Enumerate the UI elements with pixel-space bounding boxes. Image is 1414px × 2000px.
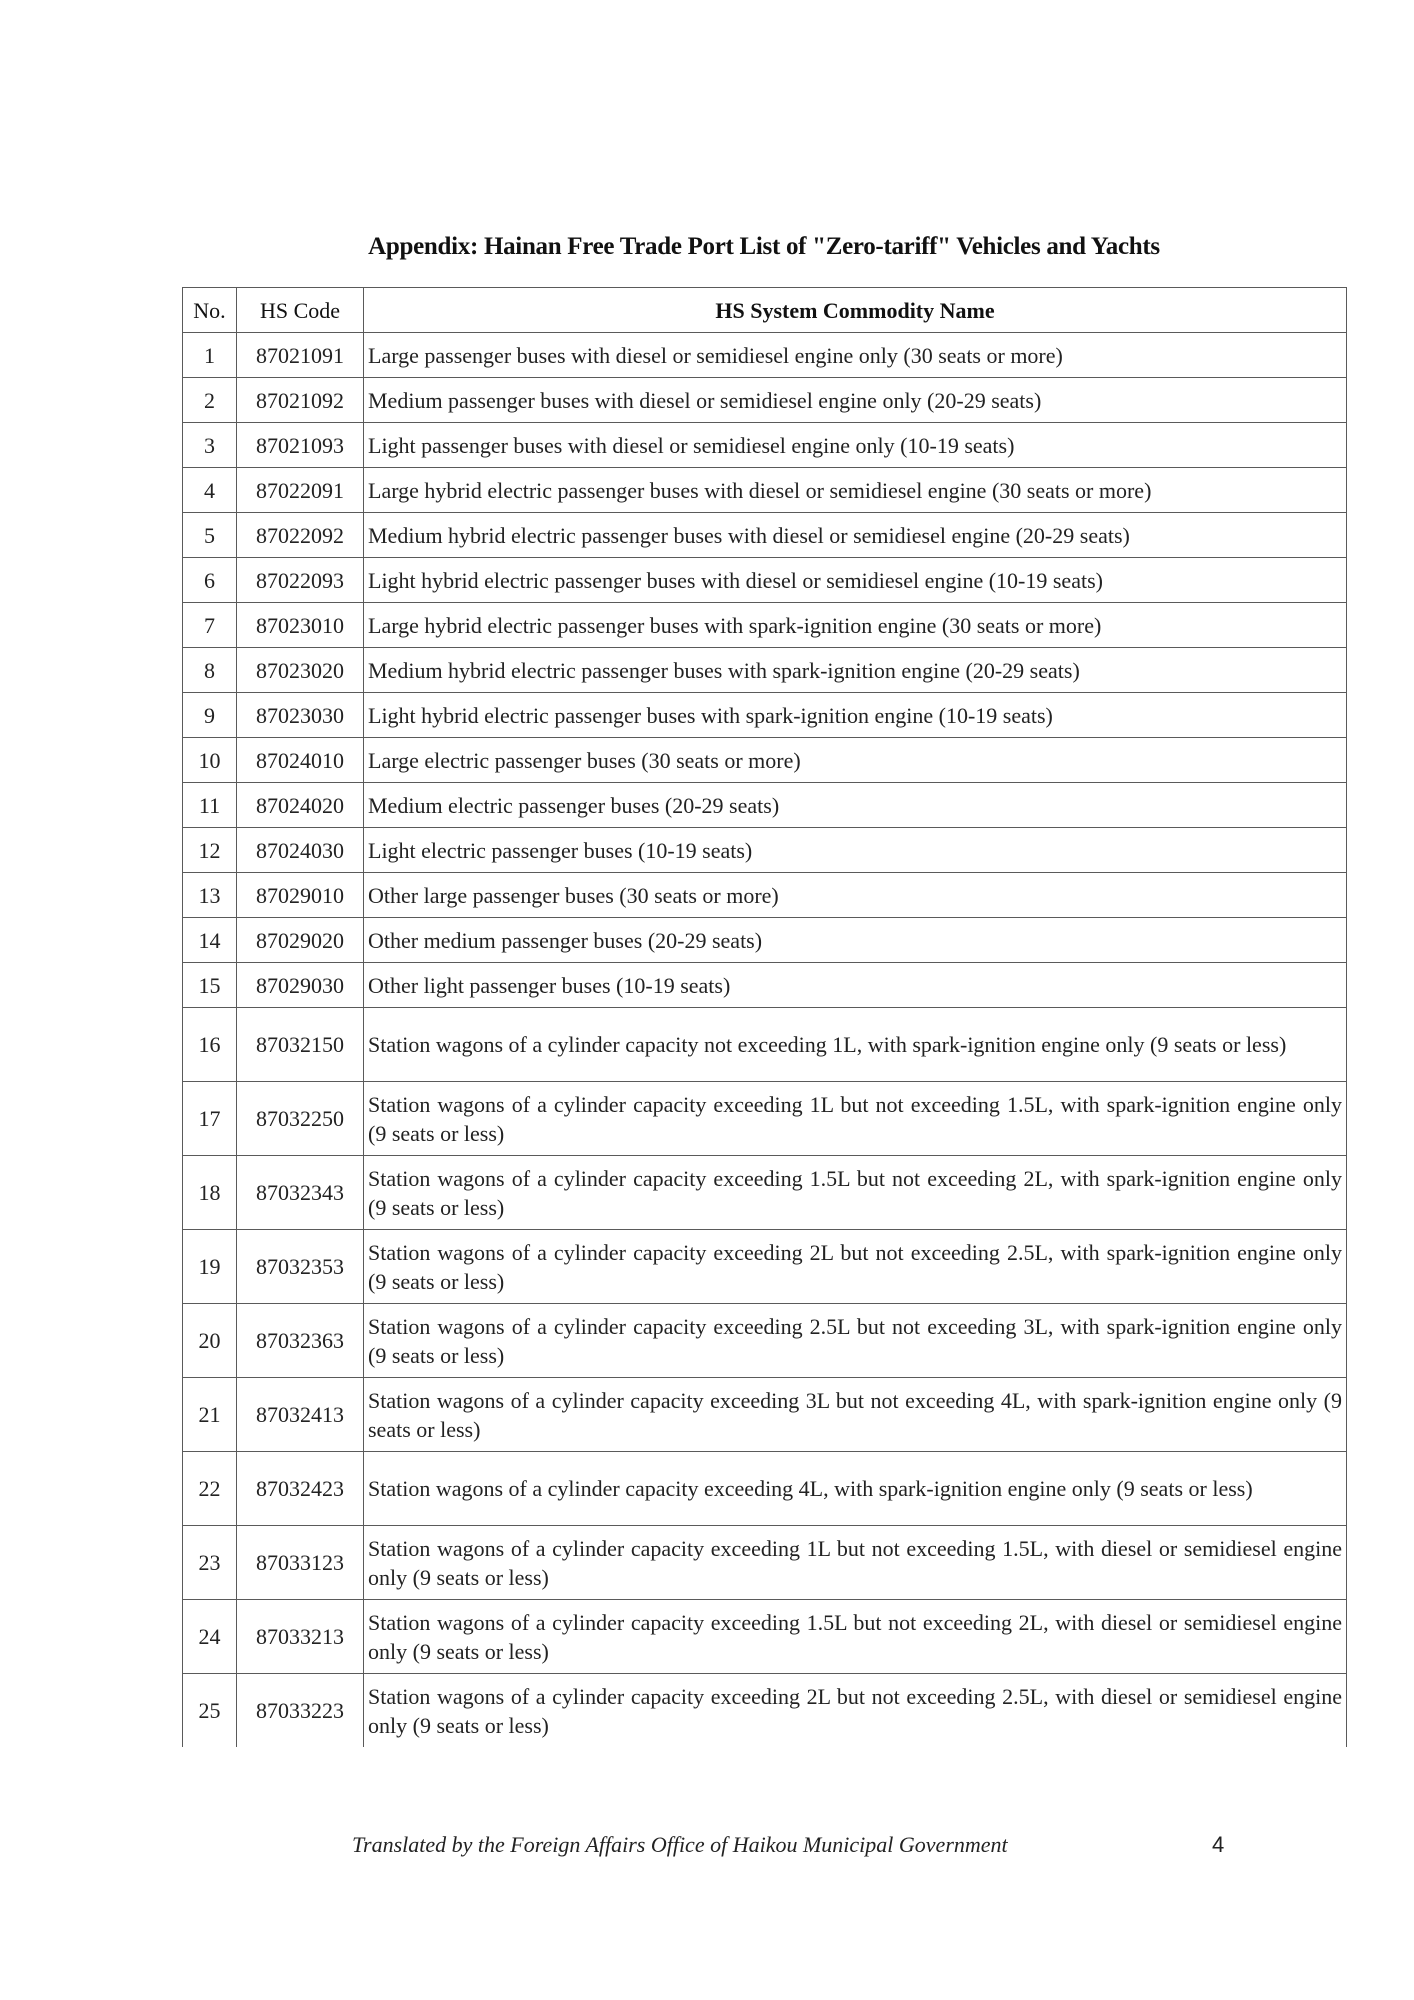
cell-hs-code: 87022092 — [237, 513, 364, 558]
table-row — [183, 333, 1347, 378]
cell-commodity-name: Station wagons of a cylinder capacity exceeding 1L but not exceeding 1.5L, with diesel or semidiesel engine only (9 seats or less) — [364, 1526, 1347, 1600]
cell-hs-code: 87021091 — [237, 333, 364, 378]
cell-hs-code: 87021093 — [237, 423, 364, 468]
cell-commodity-name: Other medium passenger buses (20-29 seats) — [364, 918, 1347, 963]
cell-commodity-name: Medium electric passenger buses (20-29 seats) — [364, 783, 1347, 828]
cell-hs-code: 87032413 — [237, 1378, 364, 1452]
cell-no: 13 — [183, 873, 237, 918]
cell-no: 24 — [183, 1600, 237, 1674]
cell-commodity-name: Medium hybrid electric passenger buses with spark-ignition engine (20-29 seats) — [364, 648, 1347, 693]
table-row — [183, 1600, 1347, 1674]
cell-hs-code: 87029030 — [237, 963, 364, 1008]
table-body — [183, 333, 1347, 1748]
cell-hs-code: 87032363 — [237, 1304, 364, 1378]
cell-no: 10 — [183, 738, 237, 783]
table-row — [183, 963, 1347, 1008]
cell-no: 8 — [183, 648, 237, 693]
cell-hs-code: 87024030 — [237, 828, 364, 873]
cell-hs-code: 87032343 — [237, 1156, 364, 1230]
cell-hs-code: 87033213 — [237, 1600, 364, 1674]
table-row — [183, 513, 1347, 558]
cell-commodity-name: Large hybrid electric passenger buses with diesel or semidiesel engine (30 seats or more) — [364, 468, 1347, 513]
cell-commodity-name: Light hybrid electric passenger buses with diesel or semidiesel engine (10-19 seats) — [364, 558, 1347, 603]
cell-no: 14 — [183, 918, 237, 963]
cell-commodity-name: Light passenger buses with diesel or semidiesel engine only (10-19 seats) — [364, 423, 1347, 468]
page-number: 4 — [1212, 1832, 1225, 1857]
cell-no: 17 — [183, 1082, 237, 1156]
cell-hs-code: 87029020 — [237, 918, 364, 963]
table-row — [183, 693, 1347, 738]
table-row — [183, 1674, 1347, 1748]
cell-commodity-name: Station wagons of a cylinder capacity not exceeding 1L, with spark-ignition engine only (9 seats or less) — [364, 1008, 1347, 1082]
cell-commodity-name: Light hybrid electric passenger buses with spark-ignition engine (10-19 seats) — [364, 693, 1347, 738]
table-row — [183, 423, 1347, 468]
cell-commodity-name: Medium hybrid electric passenger buses with diesel or semidiesel engine (20-29 seats) — [364, 513, 1347, 558]
cell-no: 3 — [183, 423, 237, 468]
cell-commodity-name: Station wagons of a cylinder capacity exceeding 2.5L but not exceeding 3L, with spark-ignition engine only (9 seats or less) — [364, 1304, 1347, 1378]
cell-no: 25 — [183, 1674, 237, 1748]
cell-no: 4 — [183, 468, 237, 513]
cell-commodity-name: Station wagons of a cylinder capacity exceeding 2L but not exceeding 2.5L, with spark-ignition engine only (9 seats or less) — [364, 1230, 1347, 1304]
cell-no: 20 — [183, 1304, 237, 1378]
cell-commodity-name: Station wagons of a cylinder capacity exceeding 1.5L but not exceeding 2L, with diesel or semidiesel engine only (9 seats or less) — [364, 1600, 1347, 1674]
cell-commodity-name: Station wagons of a cylinder capacity exceeding 1.5L but not exceeding 2L, with spark-ignition engine only (9 seats or less) — [364, 1156, 1347, 1230]
cell-commodity-name: Light electric passenger buses (10-19 seats) — [364, 828, 1347, 873]
cell-hs-code: 87022093 — [237, 558, 364, 603]
table-row — [183, 828, 1347, 873]
cell-no: 19 — [183, 1230, 237, 1304]
cell-commodity-name: Medium passenger buses with diesel or semidiesel engine only (20-29 seats) — [364, 378, 1347, 423]
table-row — [183, 873, 1347, 918]
cell-hs-code: 87032150 — [237, 1008, 364, 1082]
table-row — [183, 1008, 1347, 1082]
cell-commodity-name: Large electric passenger buses (30 seats or more) — [364, 738, 1347, 783]
cell-no: 16 — [183, 1008, 237, 1082]
cell-commodity-name: Other large passenger buses (30 seats or more) — [364, 873, 1347, 918]
table-row — [183, 558, 1347, 603]
header-no: No. — [183, 288, 237, 333]
cell-commodity-name: Station wagons of a cylinder capacity exceeding 3L but not exceeding 4L, with spark-ignition engine only (9 seats or less) — [364, 1378, 1347, 1452]
cell-no: 23 — [183, 1526, 237, 1600]
cell-no: 22 — [183, 1452, 237, 1526]
table-row — [183, 468, 1347, 513]
cell-no: 2 — [183, 378, 237, 423]
cell-hs-code: 87032250 — [237, 1082, 364, 1156]
cell-no: 15 — [183, 963, 237, 1008]
table-row — [183, 738, 1347, 783]
cell-no: 11 — [183, 783, 237, 828]
cell-no: 18 — [183, 1156, 237, 1230]
cell-no: 5 — [183, 513, 237, 558]
cell-hs-code: 87023030 — [237, 693, 364, 738]
table-row — [183, 783, 1347, 828]
cell-no: 21 — [183, 1378, 237, 1452]
cell-hs-code: 87032353 — [237, 1230, 364, 1304]
header-hs-code: HS Code — [237, 288, 364, 333]
footer-translation-credit: Translated by the Foreign Affairs Office of Haikou Municipal Government — [352, 1832, 1008, 1857]
table-row — [183, 918, 1347, 963]
cell-hs-code: 87024010 — [237, 738, 364, 783]
cell-commodity-name: Other light passenger buses (10-19 seats) — [364, 963, 1347, 1008]
table-row — [183, 648, 1347, 693]
table-row — [183, 1378, 1347, 1452]
table-row — [183, 1452, 1347, 1526]
cell-hs-code: 87023020 — [237, 648, 364, 693]
table-row — [183, 1230, 1347, 1304]
cell-hs-code: 87032423 — [237, 1452, 364, 1526]
header-commodity-name: HS System Commodity Name — [364, 288, 1347, 333]
table-row — [183, 378, 1347, 423]
cell-commodity-name: Large passenger buses with diesel or semidiesel engine only (30 seats or more) — [364, 333, 1347, 378]
document-title: Appendix: Hainan Free Trade Port List of "Zero-tariff" Vehicles and Yachts — [368, 233, 1160, 260]
cell-no: 7 — [183, 603, 237, 648]
cell-hs-code: 87021092 — [237, 378, 364, 423]
cell-commodity-name: Station wagons of a cylinder capacity exceeding 1L but not exceeding 1.5L, with spark-ignition engine only (9 seats or less) — [364, 1082, 1347, 1156]
table-row — [183, 1156, 1347, 1230]
cell-hs-code: 87023010 — [237, 603, 364, 648]
hs-code-table — [182, 287, 1347, 1747]
cell-no: 9 — [183, 693, 237, 738]
cell-hs-code: 87022091 — [237, 468, 364, 513]
cell-no: 1 — [183, 333, 237, 378]
cell-hs-code: 87024020 — [237, 783, 364, 828]
cell-no: 12 — [183, 828, 237, 873]
cell-commodity-name: Station wagons of a cylinder capacity exceeding 4L, with spark-ignition engine only (9 seats or less) — [364, 1452, 1347, 1526]
table-row — [183, 1304, 1347, 1378]
cell-hs-code: 87033223 — [237, 1674, 364, 1748]
cell-hs-code: 87029010 — [237, 873, 364, 918]
table-row — [183, 1526, 1347, 1600]
cell-hs-code: 87033123 — [237, 1526, 364, 1600]
table-row — [183, 1082, 1347, 1156]
cell-commodity-name: Large hybrid electric passenger buses with spark-ignition engine (30 seats or more) — [364, 603, 1347, 648]
cell-commodity-name: Station wagons of a cylinder capacity exceeding 2L but not exceeding 2.5L, with diesel or semidiesel engine only (9 seats or less) — [364, 1674, 1347, 1748]
table-header-row — [183, 288, 1347, 333]
cell-no: 6 — [183, 558, 237, 603]
table-row — [183, 603, 1347, 648]
